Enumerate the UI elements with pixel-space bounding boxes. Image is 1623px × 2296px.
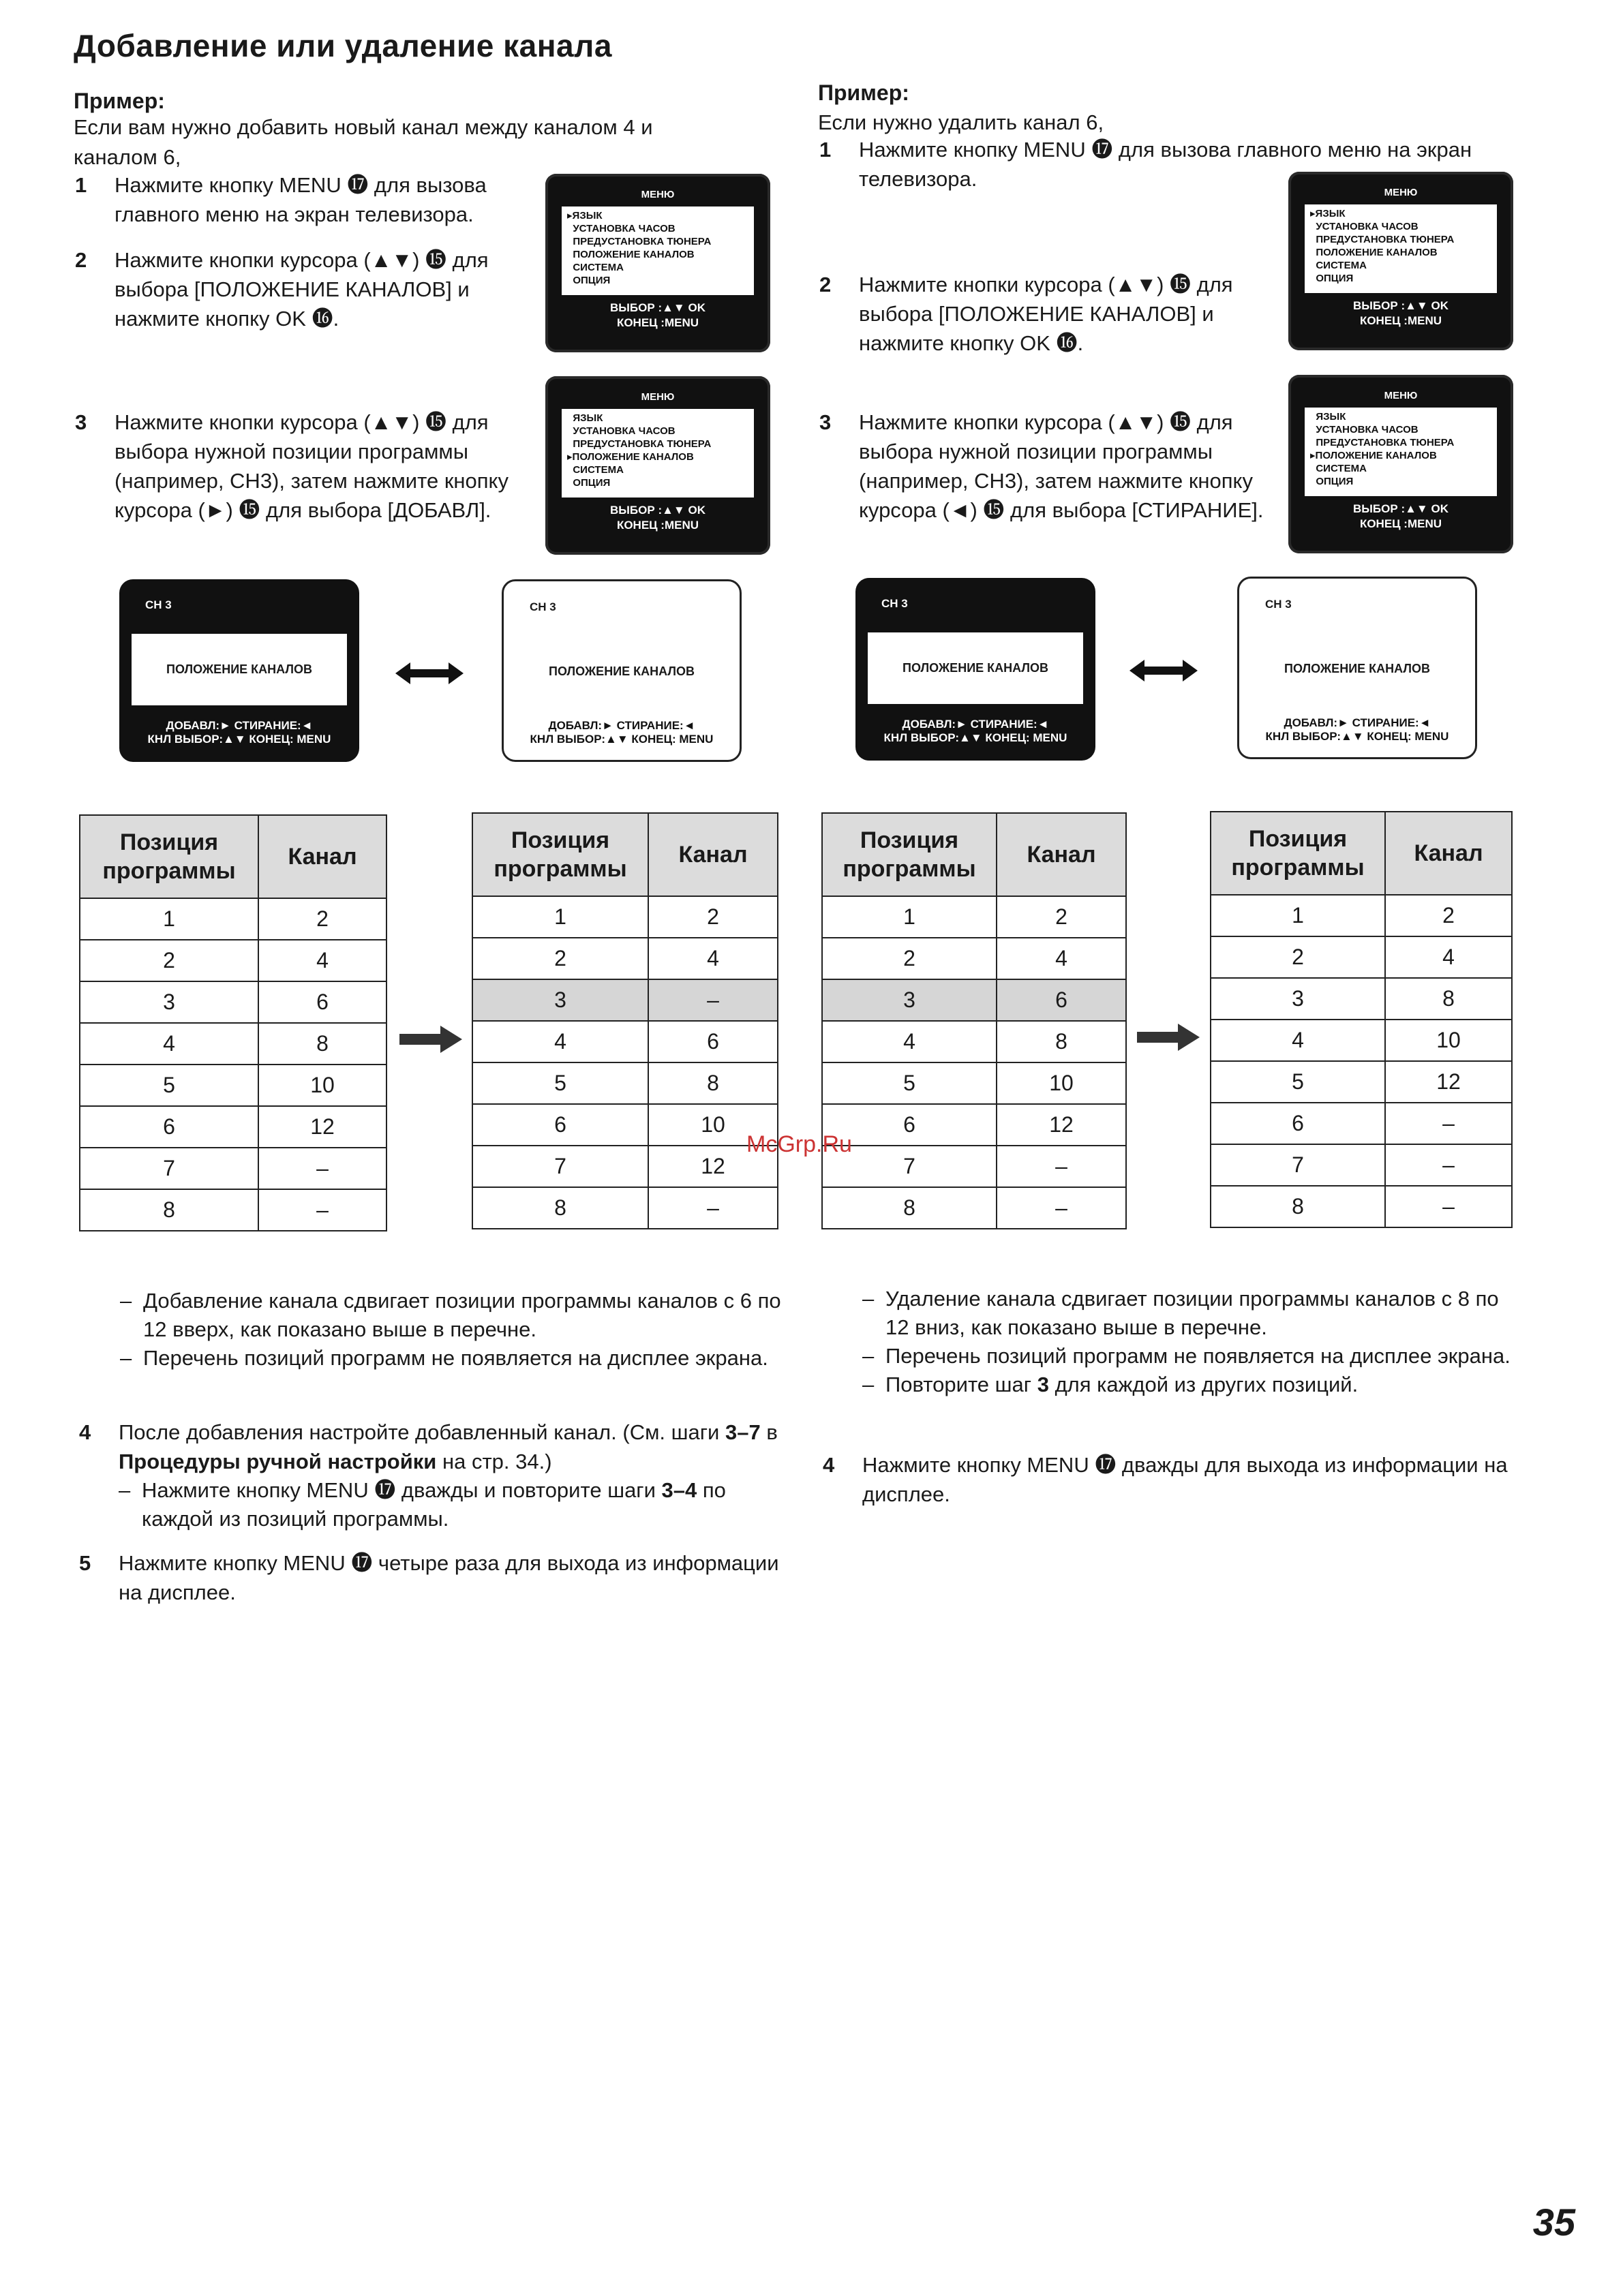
menu-screen-left-1 [545, 174, 770, 352]
channel-label: CH 3 [145, 598, 172, 611]
position-cell: 5 [472, 1062, 648, 1104]
channel-cell: 12 [648, 1146, 778, 1187]
left-step-5 [79, 1548, 795, 1607]
channel-cell: – [1385, 1103, 1512, 1144]
channel-cell: 12 [1385, 1061, 1512, 1103]
position-cell: 4 [822, 1021, 997, 1062]
position-screen-4 [1237, 577, 1477, 759]
menu-head: МЕНЮ [1384, 390, 1418, 401]
screen-line: ДОБАВЛ:► СТИРАНИЕ:◄ [166, 719, 313, 732]
left-step-1 [75, 170, 539, 229]
menu-panel [1305, 204, 1497, 293]
page-number: 35 [1532, 2201, 1575, 2244]
screen-title: ПОЛОЖЕНИЕ КАНАЛОВ [549, 664, 695, 678]
table-row [472, 1104, 778, 1146]
position-cell: 1 [1211, 895, 1385, 936]
position-cell: 5 [822, 1062, 997, 1104]
channel-cell: 8 [648, 1062, 778, 1104]
menu-foot: ВЫБОР :▲▼ OK КОНЕЦ :MENU [1353, 299, 1448, 327]
table-row [822, 938, 1126, 979]
step-number: 4 [823, 1453, 835, 1477]
channel-cell: 12 [997, 1104, 1126, 1146]
menu-item: УСТАНОВКА ЧАСОВ [573, 223, 676, 234]
channel-cell: 4 [997, 938, 1126, 979]
table-row [472, 1062, 778, 1104]
menu-item: ПОЛОЖЕНИЕ КАНАЛОВ [1316, 247, 1438, 258]
step-text: Нажмите кнопки курсора (▲▼) ⓯ для выбора нужной позиции программы (например, CH3), затем нажмите кнопку курсора (►) ⓯ для выбора [ДОБАВЛ]. [115, 410, 509, 522]
position-cell: 8 [472, 1187, 648, 1229]
screen-title: ПОЛОЖЕНИЕ КАНАЛОВ [1284, 662, 1430, 675]
channel-cell: 8 [997, 1021, 1126, 1062]
menu-item: УСТАНОВКА ЧАСОВ [573, 425, 676, 437]
channel-cell: – [648, 979, 778, 1021]
channel-table-3 [821, 812, 1127, 1229]
channel-cell: – [258, 1189, 386, 1231]
channel-cell: 6 [258, 981, 386, 1023]
channel-cell: 10 [258, 1065, 386, 1106]
col-header-channel: Канал [997, 813, 1126, 896]
note-item: – Удаление канала сдвигает позиции программы каналов с 8 по 12 вниз, как показано выше в перечне. [862, 1287, 1499, 1339]
step-number: 1 [75, 173, 87, 197]
channel-cell: 10 [1385, 1020, 1512, 1061]
position-cell: 2 [1211, 936, 1385, 978]
channel-cell: 2 [258, 898, 386, 940]
position-cell: 1 [472, 896, 648, 938]
table-row [472, 938, 778, 979]
menu-screen-right-2 [1288, 375, 1513, 553]
channel-cell: 2 [648, 896, 778, 938]
menu-head: МЕНЮ [641, 391, 675, 403]
channel-cell: 4 [1385, 936, 1512, 978]
screen-title: ПОЛОЖЕНИЕ КАНАЛОВ [868, 632, 1083, 704]
step-text: Нажмите кнопку MENU ⓱ четыре раза для выхода из информации на дисплее. [119, 1551, 779, 1604]
right-example-text: Если нужно удалить канал 6, [818, 110, 1104, 134]
channel-cell: – [997, 1146, 1126, 1187]
swap-arrow-icon [395, 661, 464, 686]
menu-item: ОПЦИЯ [1316, 273, 1354, 284]
position-cell: 4 [472, 1021, 648, 1062]
right-example-heading: Пример: [818, 80, 909, 105]
menu-item: ▸ПОЛОЖЕНИЕ КАНАЛОВ [1310, 450, 1437, 461]
step-text: Нажмите кнопку MENU ⓱ дважды для выхода из информации на дисплее. [862, 1453, 1508, 1506]
menu-item: ПРЕДУСТАНОВКА ТЮНЕРА [573, 236, 712, 247]
table-row [1211, 1103, 1512, 1144]
menu-item: ▸ЯЗЫК [1310, 208, 1346, 219]
menu-item: СИСТЕМА [1316, 463, 1367, 474]
table-row [472, 979, 778, 1021]
table-row [822, 979, 1126, 1021]
channel-cell: 12 [258, 1106, 386, 1148]
channel-cell: 2 [1385, 895, 1512, 936]
table-row [80, 940, 386, 981]
page-title: Добавление или удаление канала [74, 28, 612, 63]
menu-item: СИСТЕМА [573, 262, 624, 273]
position-cell: 8 [822, 1187, 997, 1229]
channel-cell: 4 [648, 938, 778, 979]
position-cell: 3 [472, 979, 648, 1021]
menu-item: СИСТЕМА [573, 464, 624, 476]
step-text: Нажмите кнопки курсора (▲▼) ⓯ для выбора нужной позиции программы (например, CH3), затем нажмите кнопку курсора (◄) ⓯ для выбора [СТИРАНИЕ]. [859, 410, 1264, 522]
right-step-2 [819, 270, 1283, 358]
channel-cell: 6 [648, 1021, 778, 1062]
step-text: Нажмите кнопки курсора (▲▼) ⓯ для выбора [ПОЛОЖЕНИЕ КАНАЛОВ] и нажмите кнопку OK ⓰. [115, 248, 489, 331]
position-cell: 5 [80, 1065, 258, 1106]
note-item: – Перечень позиций программ не появляется на дисплее экрана. [862, 1344, 1511, 1368]
step-text: Нажмите кнопки курсора (▲▼) ⓯ для выбора [ПОЛОЖЕНИЕ КАНАЛОВ] и нажмите кнопку OK ⓰. [859, 273, 1233, 355]
note-item: – Добавление канала сдвигает позиции программы каналов с 6 по 12 вверх, как показано выше в перечне. [120, 1289, 781, 1341]
table-row [1211, 1186, 1512, 1227]
position-cell: 1 [822, 896, 997, 938]
position-cell: 2 [472, 938, 648, 979]
left-step-4: 4 После добавления настройте добавленный канал. (См. шаги 3–7 в Процедуры ручной настройки на стр. 34.) – Нажмите кнопку MENU ⓱ дважды и повторите шаги 3–4 по каждой из позиций программы. [79, 1418, 795, 1533]
table-row [822, 1187, 1126, 1229]
position-screen-3 [855, 578, 1095, 761]
table-row [1211, 978, 1512, 1020]
table-row [1211, 1061, 1512, 1103]
table-row [80, 1023, 386, 1065]
channel-cell: 8 [1385, 978, 1512, 1020]
channel-cell: – [258, 1148, 386, 1189]
position-cell: 1 [80, 898, 258, 940]
menu-item: ПРЕДУСТАНОВКА ТЮНЕРА [573, 438, 712, 450]
channel-cell: – [997, 1187, 1126, 1229]
right-notes [862, 1285, 1517, 1399]
left-example-heading: Пример: [74, 89, 165, 113]
table-row [80, 898, 386, 940]
position-cell: 3 [1211, 978, 1385, 1020]
table-row [822, 1021, 1126, 1062]
position-cell: 6 [80, 1106, 258, 1148]
position-cell: 6 [822, 1104, 997, 1146]
position-cell: 8 [1211, 1186, 1385, 1227]
table-row [472, 1021, 778, 1062]
col-header-position: Позиция программы [1211, 812, 1385, 895]
right-step-3 [819, 408, 1283, 525]
menu-item: УСТАНОВКА ЧАСОВ [1316, 221, 1419, 232]
channel-cell: – [1385, 1144, 1512, 1186]
position-cell: 7 [472, 1146, 648, 1187]
position-cell: 7 [1211, 1144, 1385, 1186]
channel-cell: 10 [997, 1062, 1126, 1104]
screen-line: КНЛ ВЫБОР:▲▼ КОНЕЦ: MENU [147, 733, 331, 746]
table-row [472, 1146, 778, 1187]
col-header-position: Позиция программы [822, 813, 997, 896]
table-row [80, 981, 386, 1023]
table-row [80, 1189, 386, 1231]
left-example-text: Если вам нужно добавить новый канал между каналом 4 и каналом 6, [74, 115, 653, 169]
channel-cell: 8 [258, 1023, 386, 1065]
note-item: – Повторите шаг 3 для каждой из других позиций. [862, 1373, 1359, 1396]
menu-foot: ВЫБОР :▲▼ OK КОНЕЦ :MENU [1353, 502, 1448, 530]
table-row [80, 1106, 386, 1148]
channel-cell: 10 [648, 1104, 778, 1146]
col-header-channel: Канал [648, 813, 778, 896]
screen-title: ПОЛОЖЕНИЕ КАНАЛОВ [132, 634, 347, 705]
step-number: 3 [75, 410, 87, 434]
table-row [822, 1104, 1126, 1146]
position-cell: 6 [1211, 1103, 1385, 1144]
right-step-4 [823, 1450, 1525, 1509]
position-cell: 4 [1211, 1020, 1385, 1061]
menu-item: ОПЦИЯ [573, 275, 611, 286]
menu-foot: ВЫБОР :▲▼ OK КОНЕЦ :MENU [610, 301, 706, 329]
menu-item: УСТАНОВКА ЧАСОВ [1316, 424, 1419, 435]
menu-item: СИСТЕМА [1316, 260, 1367, 271]
table-row [1211, 1020, 1512, 1061]
channel-cell: – [648, 1187, 778, 1229]
menu-item: ПРЕДУСТАНОВКА ТЮНЕРА [1316, 437, 1455, 448]
step4-subnote: – Нажмите кнопку MENU ⓱ дважды и повторите шаги 3–4 по каждой из позиций программы. [119, 1478, 726, 1531]
menu-head: МЕНЮ [1384, 187, 1418, 198]
position-cell: 3 [80, 981, 258, 1023]
watermark: McGrp.Ru [746, 1131, 852, 1157]
menu-item: ПРЕДУСТАНОВКА ТЮНЕРА [1316, 234, 1455, 245]
screen-line: ДОБАВЛ:► СТИРАНИЕ:◄ [1284, 716, 1431, 729]
step-number: 2 [819, 273, 832, 296]
step-number: 5 [79, 1551, 91, 1575]
position-screen-1 [119, 579, 359, 762]
channel-cell: 4 [258, 940, 386, 981]
screen-line: КНЛ ВЫБОР:▲▼ КОНЕЦ: MENU [1265, 730, 1449, 743]
position-cell: 5 [1211, 1061, 1385, 1103]
screen-line: ДОБАВЛ:► СТИРАНИЕ:◄ [902, 718, 1049, 731]
channel-label: CH 3 [530, 600, 556, 613]
channel-cell: 6 [997, 979, 1126, 1021]
channel-table-2 [472, 812, 778, 1229]
menu-item: ▸ЯЗЫК [567, 210, 603, 221]
position-cell: 3 [822, 979, 997, 1021]
table-row [80, 1148, 386, 1189]
col-header-channel: Канал [1385, 812, 1512, 895]
step-number: 2 [75, 248, 87, 272]
position-cell: 6 [472, 1104, 648, 1146]
table-row [822, 896, 1126, 938]
table-row [80, 1065, 386, 1106]
menu-panel [1305, 408, 1497, 496]
menu-panel [562, 409, 754, 498]
menu-item: ▸ПОЛОЖЕНИЕ КАНАЛОВ [567, 451, 694, 463]
left-step-3 [75, 408, 539, 525]
position-cell: 2 [822, 938, 997, 979]
menu-item: ЯЗЫК [573, 412, 603, 424]
menu-item: ПОЛОЖЕНИЕ КАНАЛОВ [573, 249, 695, 260]
channel-table-4 [1210, 811, 1513, 1228]
channel-label: CH 3 [881, 597, 908, 610]
left-step-2 [75, 245, 539, 333]
table-row [472, 896, 778, 938]
position-cell: 8 [80, 1189, 258, 1231]
position-cell: 4 [80, 1023, 258, 1065]
step-number: 1 [819, 138, 832, 162]
position-cell: 7 [80, 1148, 258, 1189]
table-row [472, 1187, 778, 1229]
arrow-right-icon [399, 1026, 462, 1053]
step-number: 3 [819, 410, 832, 434]
menu-panel [562, 206, 754, 295]
table-row [822, 1146, 1126, 1187]
arrow-right-icon [1137, 1024, 1200, 1051]
channel-cell: 2 [997, 896, 1126, 938]
step-text: Нажмите кнопку MENU ⓱ для вызова главного меню на экран телевизора. [115, 173, 487, 226]
menu-foot: ВЫБОР :▲▼ OK КОНЕЦ :MENU [610, 504, 706, 532]
menu-screen-left-2 [545, 376, 770, 555]
menu-head: МЕНЮ [641, 189, 675, 200]
left-notes [120, 1287, 788, 1373]
menu-item: ОПЦИЯ [1316, 476, 1354, 487]
channel-cell: – [1385, 1186, 1512, 1227]
swap-arrow-icon [1129, 658, 1198, 683]
table-row [1211, 895, 1512, 936]
menu-screen-right-1 [1288, 172, 1513, 350]
table-row [822, 1062, 1126, 1104]
col-header-position: Позиция программы [472, 813, 648, 896]
channel-table-1 [79, 814, 387, 1231]
position-cell: 7 [822, 1146, 997, 1187]
step-text: Нажмите кнопку MENU ⓱ для вызова главного меню на экран телевизора. [859, 138, 1472, 191]
position-cell: 2 [80, 940, 258, 981]
col-header-channel: Канал [258, 815, 386, 898]
table-row [1211, 1144, 1512, 1186]
position-screen-2 [502, 579, 742, 762]
menu-item: ЯЗЫК [1316, 411, 1346, 423]
screen-line: КНЛ ВЫБОР:▲▼ КОНЕЦ: MENU [883, 731, 1067, 744]
channel-label: CH 3 [1265, 598, 1292, 611]
menu-item: ОПЦИЯ [573, 477, 611, 489]
screen-line: КНЛ ВЫБОР:▲▼ КОНЕЦ: MENU [530, 733, 714, 746]
col-header-position: Позиция программы [80, 815, 258, 898]
table-row [1211, 936, 1512, 978]
screen-line: ДОБАВЛ:► СТИРАНИЕ:◄ [548, 719, 695, 732]
note-item: – Перечень позиций программ не появляется на дисплее экрана. [120, 1346, 768, 1370]
step-number: 4 [79, 1420, 91, 1444]
